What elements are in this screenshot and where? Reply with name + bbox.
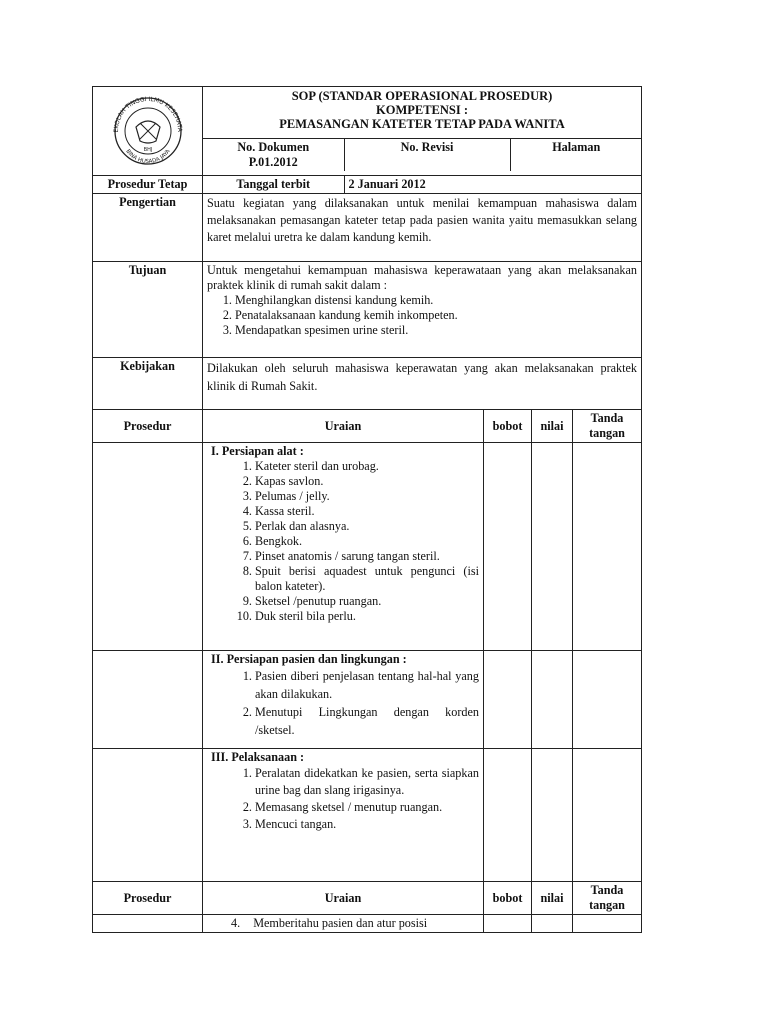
page-cell (510, 139, 642, 171)
continued-item (203, 915, 484, 933)
list-item: 2. Menutupi Lingkungan dengan korden /sketsel. (255, 703, 479, 739)
value-cell (532, 651, 573, 749)
list-item: 3. Mendapatkan spesimen urine steril. (235, 323, 637, 338)
procedure-cell (93, 915, 203, 933)
doc-number-value: P.01.2012 (248, 155, 298, 170)
col-header-nilai: nilai (532, 410, 573, 443)
title-line-1: SOP (STANDAR OPERASIONAL PROSEDUR) (291, 89, 553, 103)
signature-cell (573, 749, 642, 882)
score-cell (484, 915, 532, 933)
section-1 (203, 443, 484, 651)
list-item: 2. Penatalaksanaan kandung kemih inkompeten. (235, 308, 637, 323)
definition-text: Suatu kegiatan yang dilaksanakan untuk menilai kemampuan mahasiswa dalam melaksanakan pemasangan kateter tetap pada pasien wanita yaitu memasukkan selang karet melalui uretra ke dalam kandung kemih. (203, 194, 642, 262)
col-header-uraian: Uraian (203, 410, 484, 443)
signature-cell (573, 651, 642, 749)
list-item: 7. Pinset anatomis / sarung tangan steril. (255, 549, 479, 564)
section-3 (203, 749, 484, 882)
page-label: Halaman (552, 140, 601, 155)
continued-item-number: 4. (231, 916, 241, 930)
section-2-list (207, 667, 479, 739)
col-header-prosedur: Prosedur (93, 410, 203, 443)
section-2-title: II. Persiapan pasien dan lingkungan : (211, 652, 407, 666)
revision-label: No. Revisi (400, 140, 454, 155)
section-3-title: III. Pelaksanaan : (211, 750, 305, 764)
purpose-list (207, 293, 637, 338)
list-item: 10. Duk steril bila perlu. (255, 609, 479, 624)
purpose-cell (203, 262, 642, 358)
signature-cell (573, 915, 642, 933)
issue-date-label: Tanggal terbit (236, 177, 311, 191)
section-1-title: I. Persiapan alat : (211, 444, 304, 458)
sop-table (92, 86, 642, 933)
signature-cell (573, 443, 642, 651)
list-item: 1. Peralatan didekatkan ke pasien, serta siapkan urine bag dan slang irigasinya. (255, 765, 479, 799)
score-cell (484, 749, 532, 882)
value-cell (532, 915, 573, 933)
definition-label: Pengertian (93, 194, 203, 262)
revision-cell (344, 139, 510, 171)
section-2 (203, 651, 484, 749)
doc-number-cell (203, 139, 344, 171)
col-header-nilai: nilai (532, 882, 573, 915)
title-line-3: PEMASANGAN KATETER TETAP PADA WANITA (279, 117, 565, 131)
procedure-cell (93, 749, 203, 882)
continued-item-text: Memberitahu pasien dan atur posisi (253, 916, 428, 930)
purpose-intro: Untuk mengetahui kemampuan mahasiswa keperawataan yang akan melaksanakan praktek klinik di rumah sakit dalam : (207, 263, 638, 292)
col-header-tanda: Tanda tangan (573, 410, 642, 443)
list-item: 1. Pasien diberi penjelasan tentang hal-hal yang akan dilakukan. (255, 667, 479, 703)
issue-date-row (203, 176, 642, 193)
list-item: 5. Perlak dan alasnya. (255, 519, 479, 534)
doc-number-label: No. Dokumen (237, 140, 310, 155)
col-header-bobot: bobot (484, 410, 532, 443)
col-header-uraian: Uraian (203, 882, 484, 915)
list-item: 3. Mencuci tangan. (255, 816, 479, 833)
policy-label: Kebijakan (93, 358, 203, 410)
list-item: 2. Memasang sketsel / menutup ruangan. (255, 799, 479, 816)
col-header-tanda: Tanda tangan (573, 882, 642, 915)
issue-date-value: 2 Januari 2012 (344, 176, 642, 193)
list-item: 9. Sketsel /penutup ruangan. (255, 594, 479, 609)
value-cell (532, 749, 573, 882)
list-item: 3. Pelumas / jelly. (255, 489, 479, 504)
logo-center-text: BHJ (143, 147, 152, 153)
fixed-procedure-label: Prosedur Tetap (93, 176, 203, 194)
procedure-cell (93, 443, 203, 651)
list-item: 4. Kassa steril. (255, 504, 479, 519)
logo-ring-text-top: EKOLAH TINGGI ILMU KESEHATA (112, 95, 183, 133)
list-item: 2. Kapas savlon. (255, 474, 479, 489)
list-item: 6. Bengkok. (255, 534, 479, 549)
section-3-list (207, 765, 479, 833)
list-item: 1. Menghilangkan distensi kandung kemih. (235, 293, 637, 308)
section-1-list (207, 459, 479, 624)
list-item: 1. Kateter steril dan urobag. (255, 459, 479, 474)
col-header-prosedur: Prosedur (93, 882, 203, 915)
doc-info-row (203, 139, 642, 171)
score-cell (484, 651, 532, 749)
document-title (203, 87, 642, 139)
title-line-2: KOMPETENSI : (376, 103, 469, 117)
value-cell (532, 443, 573, 651)
logo-ring-text-bottom: BINA HUSADA JAYA (123, 148, 172, 165)
institution-logo (106, 93, 190, 165)
list-item: 8. Spuit berisi aquadest untuk pengunci (isi balon kateter). (255, 564, 479, 594)
score-cell (484, 443, 532, 651)
logo-cell (93, 87, 203, 176)
policy-text: Dilakukan oleh seluruh mahasiswa keperawatan yang akan melaksanakan praktek klinik di Rumah Sakit. (203, 358, 642, 410)
purpose-label: Tujuan (93, 262, 203, 358)
procedure-cell (93, 651, 203, 749)
col-header-bobot: bobot (484, 882, 532, 915)
